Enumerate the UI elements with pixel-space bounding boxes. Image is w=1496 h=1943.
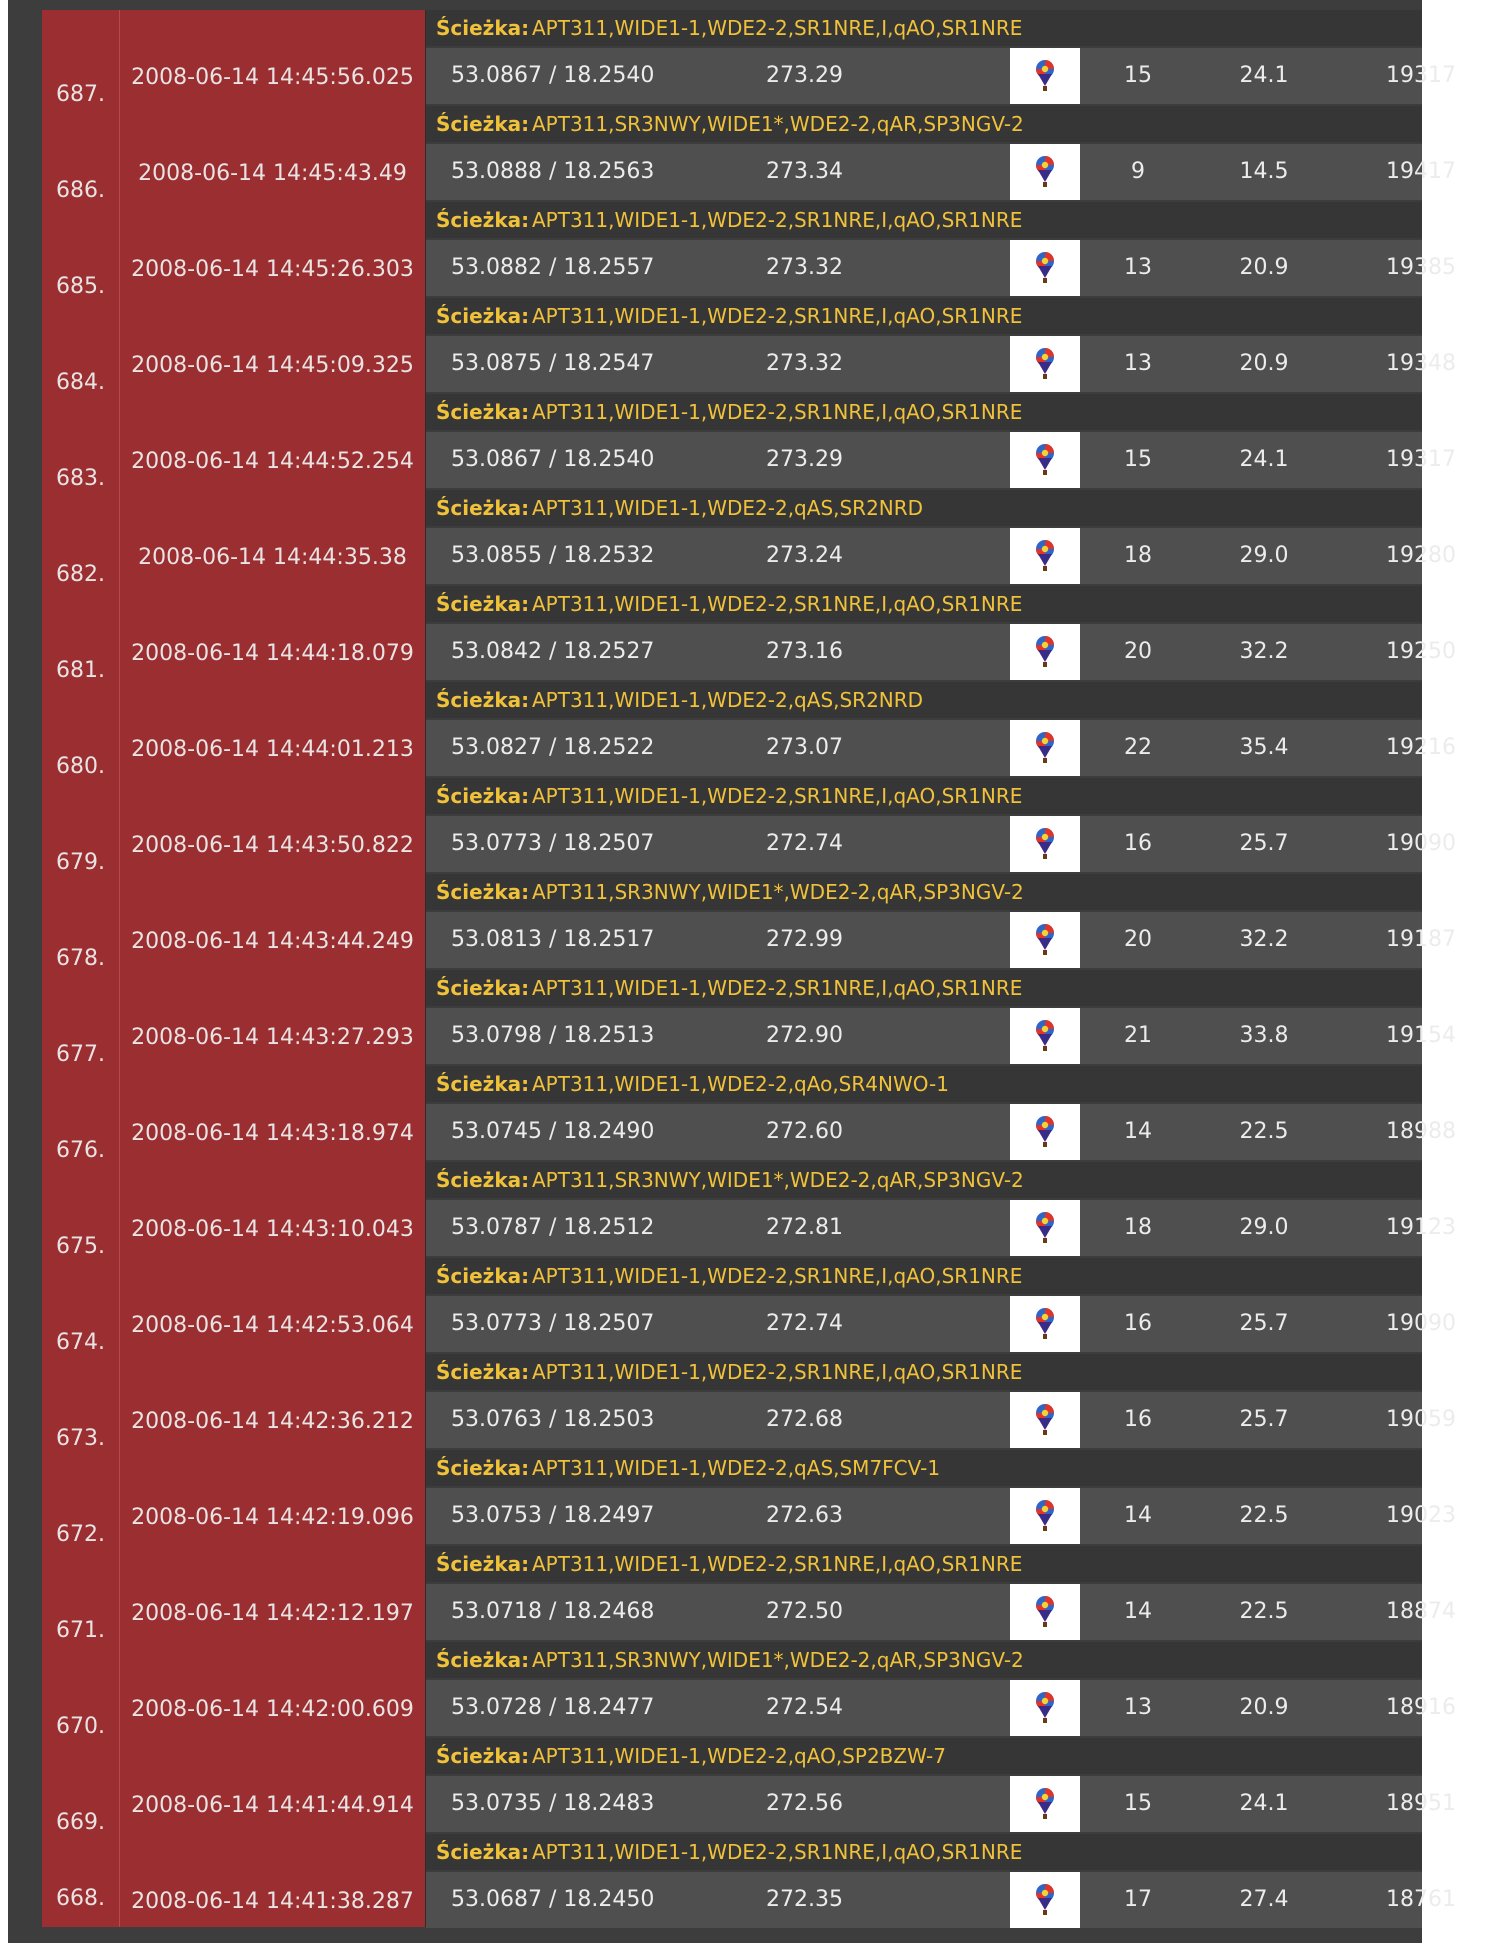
speed-knots: 16 [1124, 1311, 1152, 1336]
path-label: Ścieżka: [436, 496, 530, 520]
speed-kmh: 25.7 [1239, 831, 1289, 856]
position: 53.0745 / 18.2490 [451, 1119, 655, 1144]
position: 53.0867 / 18.2540 [451, 63, 655, 88]
data-band [426, 432, 1456, 488]
position: 53.0773 / 18.2507 [451, 831, 655, 856]
distance: 19154 [1386, 1023, 1456, 1048]
path-band [426, 1834, 1422, 1870]
path-value: APT311,WIDE1-1,WDE2-2,qAO,SP2BZW-7 [532, 1744, 946, 1768]
speed-kmh: 20.9 [1239, 351, 1289, 376]
row-timestamp: 2008-06-14 14:45:56.025 [120, 46, 426, 142]
balloon-icon [1010, 240, 1080, 296]
distance: 18951 [1386, 1791, 1456, 1816]
path-label: Ścieżka: [436, 1264, 530, 1288]
balloon-icon [1010, 1104, 1080, 1160]
row-number: 672. [42, 1486, 120, 1582]
row-timestamp: 2008-06-14 14:41:38.287 [120, 1870, 426, 1927]
row-timestamp: 2008-06-14 14:45:43.49 [120, 142, 426, 238]
altitude: 272.74 [766, 831, 843, 856]
speed-kmh: 24.1 [1239, 1791, 1289, 1816]
speed-kmh: 33.8 [1239, 1023, 1289, 1048]
distance: 18761 [1386, 1887, 1456, 1912]
speed-knots: 22 [1124, 735, 1152, 760]
path-label: Ścieżka: [436, 592, 530, 616]
balloon-icon [1010, 1872, 1080, 1928]
data-band [426, 1104, 1456, 1160]
row-number: 671. [42, 1582, 120, 1678]
balloon-icon-svg [1034, 1595, 1056, 1629]
distance: 19317 [1386, 63, 1456, 88]
row-number: 685. [42, 238, 120, 334]
path-value: APT311,WIDE1-1,WDE2-2,qAS,SM7FCV-1 [532, 1456, 941, 1480]
balloon-icon-svg [1034, 1115, 1056, 1149]
balloon-icon [1010, 1776, 1080, 1832]
distance: 18916 [1386, 1695, 1456, 1720]
row-number: 679. [42, 814, 120, 910]
row-timestamp: 2008-06-14 14:43:18.974 [120, 1102, 426, 1198]
speed-knots: 16 [1124, 1407, 1152, 1432]
path-value: APT311,WIDE1-1,WDE2-2,qAS,SR2NRD [532, 688, 924, 712]
speed-kmh: 22.5 [1239, 1503, 1289, 1528]
path-value: APT311,WIDE1-1,WDE2-2,SR1NRE,I,qAO,SR1NRE [532, 592, 1023, 616]
path-band [426, 394, 1422, 430]
path-label: Ścieżka: [436, 304, 530, 328]
row-timestamp: 2008-06-14 14:44:52.254 [120, 430, 426, 526]
data-band [426, 240, 1456, 296]
path-value: APT311,SR3NWY,WIDE1*,WDE2-2,qAR,SP3NGV-2 [532, 880, 1024, 904]
balloon-icon-svg [1034, 155, 1056, 189]
speed-kmh: 22.5 [1239, 1119, 1289, 1144]
data-band [426, 336, 1456, 392]
path-label: Ścieżka: [436, 1840, 530, 1864]
balloon-icon [1010, 720, 1080, 776]
distance: 19059 [1386, 1407, 1456, 1432]
row-number: 668. [42, 1870, 120, 1927]
table-row [42, 1582, 1456, 1678]
altitude: 272.60 [766, 1119, 843, 1144]
altitude: 273.32 [766, 351, 843, 376]
data-band [426, 1200, 1456, 1256]
table-row [42, 46, 1456, 142]
table-row [42, 1774, 1456, 1870]
position: 53.0718 / 18.2468 [451, 1599, 655, 1624]
table-row [42, 1486, 1456, 1582]
balloon-icon-svg [1034, 1787, 1056, 1821]
distance: 19090 [1386, 1311, 1456, 1336]
altitude: 273.07 [766, 735, 843, 760]
path-band [426, 970, 1422, 1006]
row-number: 686. [42, 142, 120, 238]
table-row [42, 1678, 1456, 1774]
balloon-icon [1010, 912, 1080, 968]
altitude: 273.32 [766, 255, 843, 280]
row-timestamp: 2008-06-14 14:43:10.043 [120, 1198, 426, 1294]
position: 53.0888 / 18.2563 [451, 159, 655, 184]
path-value: APT311,WIDE1-1,WDE2-2,SR1NRE,I,qAO,SR1NRE [532, 208, 1023, 232]
balloon-icon [1010, 1008, 1080, 1064]
path-label: Ścieżka: [436, 112, 530, 136]
balloon-icon [1010, 48, 1080, 104]
balloon-icon-svg [1034, 1691, 1056, 1725]
position: 53.0787 / 18.2512 [451, 1215, 655, 1240]
row-timestamp: 2008-06-14 14:44:01.213 [120, 718, 426, 814]
path-band [426, 1450, 1422, 1486]
row-number: 674. [42, 1294, 120, 1390]
path-band [426, 490, 1422, 526]
speed-knots: 15 [1124, 63, 1152, 88]
speed-knots: 21 [1124, 1023, 1152, 1048]
packet-table [42, 10, 1456, 1927]
path-label: Ścieżka: [436, 1360, 530, 1384]
path-value: APT311,WIDE1-1,WDE2-2,SR1NRE,I,qAO,SR1NRE [532, 16, 1023, 40]
data-band [426, 1776, 1456, 1832]
altitude: 272.81 [766, 1215, 843, 1240]
speed-knots: 14 [1124, 1599, 1152, 1624]
row-timestamp: 2008-06-14 14:42:12.197 [120, 1582, 426, 1678]
balloon-icon [1010, 1680, 1080, 1736]
balloon-icon [1010, 336, 1080, 392]
row-number: 675. [42, 1198, 120, 1294]
data-band [426, 1872, 1456, 1928]
path-band [426, 682, 1422, 718]
speed-kmh: 32.2 [1239, 927, 1289, 952]
path-band [426, 778, 1422, 814]
balloon-icon-svg [1034, 1883, 1056, 1917]
table-row [42, 1870, 1456, 1927]
path-label: Ścieżka: [436, 208, 530, 232]
altitude: 273.16 [766, 639, 843, 664]
path-band [426, 1546, 1422, 1582]
row-timestamp: 2008-06-14 14:43:44.249 [120, 910, 426, 1006]
balloon-icon [1010, 144, 1080, 200]
path-band [426, 1066, 1422, 1102]
path-band [426, 586, 1422, 622]
balloon-icon-svg [1034, 731, 1056, 765]
speed-knots: 14 [1124, 1119, 1152, 1144]
balloon-icon [1010, 1488, 1080, 1544]
table-row [42, 1294, 1456, 1390]
table-row [42, 142, 1456, 238]
path-label: Ścieżka: [436, 1552, 530, 1576]
path-band [426, 1162, 1422, 1198]
row-timestamp: 2008-06-14 14:44:35.38 [120, 526, 426, 622]
speed-knots: 20 [1124, 927, 1152, 952]
balloon-icon [1010, 528, 1080, 584]
path-value: APT311,WIDE1-1,WDE2-2,SR1NRE,I,qAO,SR1NRE [532, 1264, 1023, 1288]
row-timestamp: 2008-06-14 14:43:27.293 [120, 1006, 426, 1102]
position: 53.0842 / 18.2527 [451, 639, 655, 664]
row-number-cell [42, 10, 120, 46]
row-timestamp: 2008-06-14 14:41:44.914 [120, 1774, 426, 1870]
data-band [426, 1680, 1456, 1736]
altitude: 272.50 [766, 1599, 843, 1624]
table-row [42, 718, 1456, 814]
balloon-icon [1010, 816, 1080, 872]
row-number: 681. [42, 622, 120, 718]
balloon-icon-svg [1034, 1307, 1056, 1341]
path-label: Ścieżka: [436, 400, 530, 424]
balloon-icon [1010, 1200, 1080, 1256]
data-band [426, 1296, 1456, 1352]
distance: 19385 [1386, 255, 1456, 280]
position: 53.0763 / 18.2503 [451, 1407, 655, 1432]
path-value: APT311,WIDE1-1,WDE2-2,SR1NRE,I,qAO,SR1NRE [532, 400, 1023, 424]
position: 53.0753 / 18.2497 [451, 1503, 655, 1528]
altitude: 272.35 [766, 1887, 843, 1912]
path-value: APT311,WIDE1-1,WDE2-2,SR1NRE,I,qAO,SR1NRE [532, 1552, 1023, 1576]
path-label: Ścieżka: [436, 688, 530, 712]
balloon-icon-svg [1034, 539, 1056, 573]
path-band [426, 1258, 1422, 1294]
speed-kmh: 20.9 [1239, 255, 1289, 280]
speed-kmh: 20.9 [1239, 1695, 1289, 1720]
table-row [42, 910, 1456, 1006]
table-row [42, 1102, 1456, 1198]
path-value: APT311,WIDE1-1,WDE2-2,qAo,SR4NWO-1 [532, 1072, 949, 1096]
position: 53.0855 / 18.2532 [451, 543, 655, 568]
balloon-icon-svg [1034, 1019, 1056, 1053]
path-label: Ścieżka: [436, 1456, 530, 1480]
position: 53.0875 / 18.2547 [451, 351, 655, 376]
balloon-icon-svg [1034, 923, 1056, 957]
path-value: APT311,WIDE1-1,WDE2-2,SR1NRE,I,qAO,SR1NRE [532, 304, 1023, 328]
distance: 19090 [1386, 831, 1456, 856]
data-band [426, 1392, 1456, 1448]
balloon-icon-svg [1034, 827, 1056, 861]
speed-knots: 18 [1124, 1215, 1152, 1240]
row-number: 677. [42, 1006, 120, 1102]
row-number: 680. [42, 718, 120, 814]
balloon-icon-svg [1034, 1403, 1056, 1437]
balloon-icon-svg [1034, 1211, 1056, 1245]
balloon-icon-svg [1034, 1499, 1056, 1533]
speed-knots: 13 [1124, 351, 1152, 376]
distance: 18874 [1386, 1599, 1456, 1624]
row-number: 669. [42, 1774, 120, 1870]
path-value: APT311,WIDE1-1,WDE2-2,SR1NRE,I,qAO,SR1NRE [532, 1840, 1023, 1864]
path-label: Ścieżka: [436, 784, 530, 808]
position: 53.0867 / 18.2540 [451, 447, 655, 472]
balloon-icon [1010, 1584, 1080, 1640]
table-row [42, 1006, 1456, 1102]
speed-knots: 17 [1124, 1887, 1152, 1912]
altitude: 272.68 [766, 1407, 843, 1432]
packet-list-panel [8, 0, 1456, 1943]
speed-kmh: 24.1 [1239, 63, 1289, 88]
data-band [426, 1008, 1456, 1064]
data-band [426, 1488, 1456, 1544]
altitude: 273.34 [766, 159, 843, 184]
path-value: APT311,WIDE1-1,WDE2-2,SR1NRE,I,qAO,SR1NRE [532, 1360, 1023, 1384]
path-band [426, 106, 1422, 142]
path-value: APT311,WIDE1-1,WDE2-2,SR1NRE,I,qAO,SR1NRE [532, 976, 1023, 1000]
altitude: 272.99 [766, 927, 843, 952]
speed-knots: 18 [1124, 543, 1152, 568]
path-value: APT311,WIDE1-1,WDE2-2,qAS,SR2NRD [532, 496, 924, 520]
position: 53.0827 / 18.2522 [451, 735, 655, 760]
table-row [42, 430, 1456, 526]
speed-knots: 13 [1124, 255, 1152, 280]
data-band [426, 624, 1456, 680]
speed-kmh: 29.0 [1239, 543, 1289, 568]
speed-kmh: 25.7 [1239, 1311, 1289, 1336]
data-band [426, 912, 1456, 968]
speed-knots: 16 [1124, 831, 1152, 856]
altitude: 273.29 [766, 63, 843, 88]
speed-kmh: 35.4 [1239, 735, 1289, 760]
path-value: APT311,SR3NWY,WIDE1*,WDE2-2,qAR,SP3NGV-2 [532, 112, 1024, 136]
data-band [426, 144, 1456, 200]
balloon-icon-svg [1034, 443, 1056, 477]
data-band [426, 1584, 1456, 1640]
path-label: Ścieżka: [436, 880, 530, 904]
speed-kmh: 14.5 [1239, 159, 1289, 184]
distance: 19216 [1386, 735, 1456, 760]
position: 53.0773 / 18.2507 [451, 1311, 655, 1336]
row-timestamp: 2008-06-14 14:45:26.303 [120, 238, 426, 334]
altitude: 273.29 [766, 447, 843, 472]
path-label: Ścieżka: [436, 1648, 530, 1672]
row-number: 673. [42, 1390, 120, 1486]
row-number: 670. [42, 1678, 120, 1774]
path-label: Ścieżka: [436, 16, 530, 40]
row-timestamp: 2008-06-14 14:43:50.822 [120, 814, 426, 910]
path-value: APT311,SR3NWY,WIDE1*,WDE2-2,qAR,SP3NGV-2 [532, 1168, 1024, 1192]
speed-knots: 13 [1124, 1695, 1152, 1720]
altitude: 273.24 [766, 543, 843, 568]
path-band [426, 1354, 1422, 1390]
path-band [426, 1738, 1422, 1774]
path-label: Ścieżka: [436, 1744, 530, 1768]
distance: 19280 [1386, 543, 1456, 568]
table-row [42, 622, 1456, 718]
speed-knots: 14 [1124, 1503, 1152, 1528]
path-band [426, 10, 1422, 46]
data-band [426, 816, 1456, 872]
balloon-icon [1010, 432, 1080, 488]
position: 53.0813 / 18.2517 [451, 927, 655, 952]
row-number: 684. [42, 334, 120, 430]
path-band [426, 874, 1422, 910]
path-label: Ścieżka: [436, 1072, 530, 1096]
row-timestamp: 2008-06-14 14:44:18.079 [120, 622, 426, 718]
distance: 19250 [1386, 639, 1456, 664]
row-number: 687. [42, 46, 120, 142]
balloon-icon-svg [1034, 251, 1056, 285]
position: 53.0687 / 18.2450 [451, 1887, 655, 1912]
position: 53.0735 / 18.2483 [451, 1791, 655, 1816]
path-band [426, 298, 1422, 334]
speed-kmh: 22.5 [1239, 1599, 1289, 1624]
distance: 19187 [1386, 927, 1456, 952]
table-row [42, 238, 1456, 334]
data-band [426, 528, 1456, 584]
speed-knots: 15 [1124, 447, 1152, 472]
balloon-icon-svg [1034, 59, 1056, 93]
row-time-cell [120, 10, 426, 46]
row-number: 678. [42, 910, 120, 1006]
position: 53.0798 / 18.2513 [451, 1023, 655, 1048]
balloon-icon [1010, 1296, 1080, 1352]
path-value: APT311,WIDE1-1,WDE2-2,SR1NRE,I,qAO,SR1NRE [532, 784, 1023, 808]
altitude: 272.54 [766, 1695, 843, 1720]
balloon-icon [1010, 624, 1080, 680]
path-band [426, 202, 1422, 238]
balloon-icon-svg [1034, 347, 1056, 381]
altitude: 272.56 [766, 1791, 843, 1816]
table-row [42, 526, 1456, 622]
data-band [426, 720, 1456, 776]
balloon-icon-svg [1034, 635, 1056, 669]
table-row [42, 814, 1456, 910]
speed-knots: 15 [1124, 1791, 1152, 1816]
table-row-continuation [42, 10, 1422, 46]
path-label: Ścieżka: [436, 976, 530, 1000]
speed-kmh: 27.4 [1239, 1887, 1289, 1912]
altitude: 272.63 [766, 1503, 843, 1528]
path-band [426, 1642, 1422, 1678]
path-label: Ścieżka: [436, 1168, 530, 1192]
distance: 19417 [1386, 159, 1456, 184]
speed-kmh: 25.7 [1239, 1407, 1289, 1432]
distance: 19123 [1386, 1215, 1456, 1240]
row-timestamp: 2008-06-14 14:45:09.325 [120, 334, 426, 430]
speed-kmh: 32.2 [1239, 639, 1289, 664]
speed-kmh: 24.1 [1239, 447, 1289, 472]
row-timestamp: 2008-06-14 14:42:00.609 [120, 1678, 426, 1774]
distance: 19023 [1386, 1503, 1456, 1528]
altitude: 272.74 [766, 1311, 843, 1336]
table-row [42, 1198, 1456, 1294]
balloon-icon [1010, 1392, 1080, 1448]
position: 53.0882 / 18.2557 [451, 255, 655, 280]
row-number: 682. [42, 526, 120, 622]
table-row [42, 334, 1456, 430]
row-number: 683. [42, 430, 120, 526]
speed-knots: 9 [1131, 159, 1145, 184]
distance: 19348 [1386, 351, 1456, 376]
speed-knots: 20 [1124, 639, 1152, 664]
speed-kmh: 29.0 [1239, 1215, 1289, 1240]
distance: 18988 [1386, 1119, 1456, 1144]
row-number: 676. [42, 1102, 120, 1198]
altitude: 272.90 [766, 1023, 843, 1048]
row-timestamp: 2008-06-14 14:42:19.096 [120, 1486, 426, 1582]
row-timestamp: 2008-06-14 14:42:53.064 [120, 1294, 426, 1390]
table-row [42, 1390, 1456, 1486]
row-timestamp: 2008-06-14 14:42:36.212 [120, 1390, 426, 1486]
data-band [426, 48, 1456, 104]
position: 53.0728 / 18.2477 [451, 1695, 655, 1720]
path-value: APT311,SR3NWY,WIDE1*,WDE2-2,qAR,SP3NGV-2 [532, 1648, 1024, 1672]
distance: 19317 [1386, 447, 1456, 472]
